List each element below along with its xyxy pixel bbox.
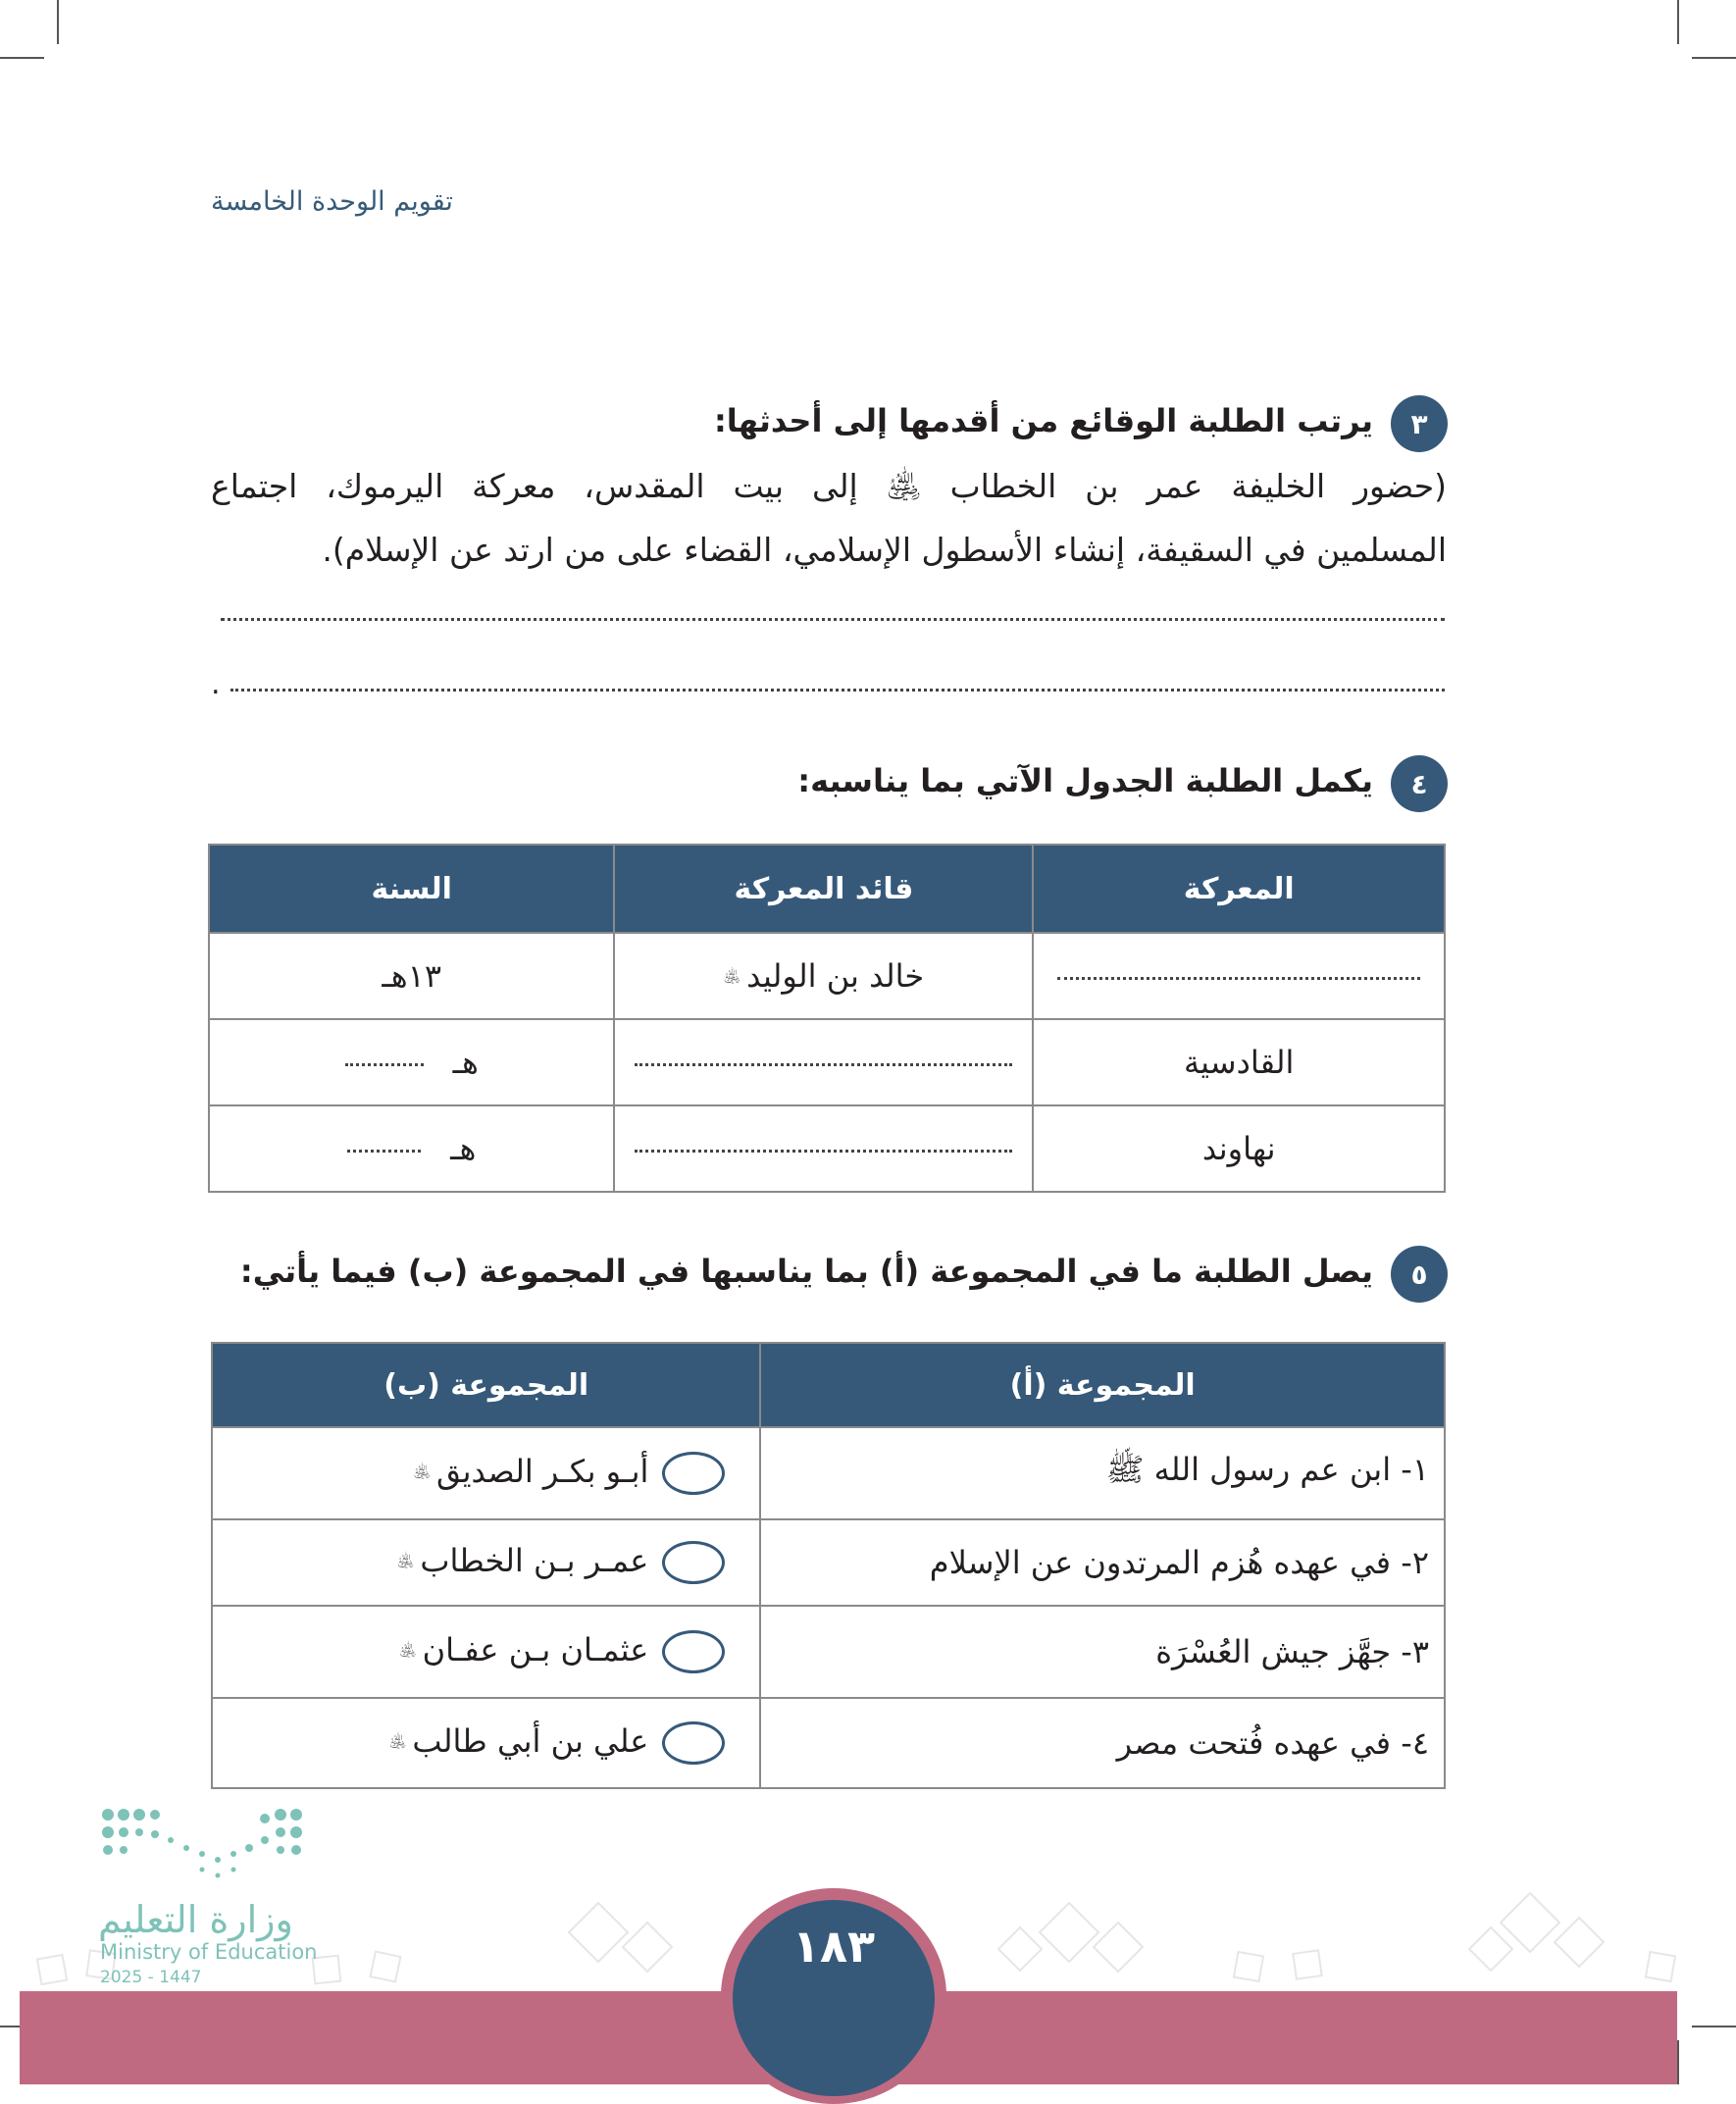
unit-review-title: تقويم الوحدة الخامسة	[211, 186, 453, 217]
honorific-icon: ﵁	[723, 966, 741, 986]
group-a-item: ٢- في عهده هُزم المرتدون عن الإسلام	[760, 1519, 1445, 1606]
group-b-item[interactable]: أبـو بكـر الصديق﵁	[212, 1427, 760, 1519]
answer-line[interactable]	[230, 689, 1445, 692]
question-3-prompt: يرتب الطلبة الوقائع من أقدمها إلى أحدثها:	[713, 402, 1373, 439]
crop-mark	[0, 57, 44, 59]
answer-line[interactable]	[221, 618, 1445, 621]
leader-blank[interactable]	[614, 1105, 1033, 1192]
column-header-leader: قائد المعركة	[614, 845, 1033, 933]
leader-blank[interactable]	[614, 1019, 1033, 1105]
question-5-number: ٥	[1391, 1246, 1448, 1303]
matching-table	[211, 1342, 1446, 1789]
column-header-year: السنة	[209, 845, 614, 933]
table-row	[212, 1427, 1445, 1519]
honorific-icon: ﵁	[399, 1640, 417, 1660]
table-row	[209, 933, 1445, 1019]
edition-year: 2025 - 1447	[100, 1968, 202, 1987]
question-5-prompt: يصل الطلبة ما في المجموعة (أ) بما يناسبها في المجموعة (ب) فيما يأتي:	[239, 1253, 1373, 1290]
column-header-battle: المعركة	[1033, 845, 1445, 933]
battles-table	[208, 844, 1446, 1193]
group-b-header: المجموعة (ب)	[212, 1343, 760, 1427]
year-cell[interactable]: هـ	[209, 1019, 614, 1105]
honorific-icon: ﵁	[388, 1731, 407, 1751]
question-4-prompt: يكمل الطلبة الجدول الآتي بما يناسبه:	[797, 762, 1373, 799]
answer-line-end-mark: .	[211, 667, 221, 701]
ministry-logo-icon	[98, 1805, 314, 1883]
ministry-name-english: Ministry of Education	[100, 1940, 318, 1964]
leader-cell: خالد بن الوليد﵁	[614, 933, 1033, 1019]
honorific-icon: ﵁	[413, 1462, 431, 1481]
match-oval[interactable]	[662, 1630, 725, 1673]
crop-mark	[1677, 0, 1679, 44]
crop-mark	[1692, 2026, 1736, 2027]
group-b-item[interactable]: عمـر بـن الخطاب﵁	[212, 1519, 760, 1606]
match-oval[interactable]	[662, 1721, 725, 1765]
question-4-number: ٤	[1391, 755, 1448, 812]
page-number: ١٨٣	[733, 1900, 935, 2096]
year-cell[interactable]: هـ	[209, 1105, 614, 1192]
crop-mark	[1677, 2040, 1679, 2084]
year-cell: ١٣هـ	[209, 933, 614, 1019]
match-oval[interactable]	[662, 1452, 725, 1495]
group-b-item[interactable]: علي بن أبي طالب﵁	[212, 1698, 760, 1788]
question-3-events-line-2: المسلمين في السقيفة، إنشاء الأسطول الإسلامي، القضاء على من ارتد عن الإسلام).	[322, 531, 1447, 569]
crop-mark	[57, 0, 59, 44]
table-row	[212, 1519, 1445, 1606]
battle-cell: نهاوند	[1033, 1105, 1445, 1192]
group-b-item[interactable]: عثمـان بـن عفـان﵁	[212, 1606, 760, 1698]
group-a-item: ٣- جهَّز جيش العُسْرَة	[760, 1606, 1445, 1698]
table-row	[212, 1698, 1445, 1788]
table-row	[209, 1105, 1445, 1192]
group-a-item: ١- ابن عم رسول الله ﷺ	[760, 1427, 1445, 1519]
crop-mark	[1692, 57, 1736, 59]
match-oval[interactable]	[662, 1541, 725, 1584]
ministry-name-arabic: وزارة التعليم	[98, 1898, 293, 1941]
honorific-icon: ﵁	[396, 1551, 415, 1570]
group-a-header: المجموعة (أ)	[760, 1343, 1445, 1427]
table-row	[209, 1019, 1445, 1105]
group-a-item: ٤- في عهده فُتحت مصر	[760, 1698, 1445, 1788]
question-3-number: ٣	[1391, 395, 1448, 452]
battle-blank[interactable]	[1033, 933, 1445, 1019]
battle-cell: القادسية	[1033, 1019, 1445, 1105]
question-3-events-line-1: (حضور الخليفة عمر بن الخطاب ﵁ إلى بيت المقدس، معركة اليرموك، اجتماع	[211, 467, 1447, 505]
table-row	[212, 1606, 1445, 1698]
